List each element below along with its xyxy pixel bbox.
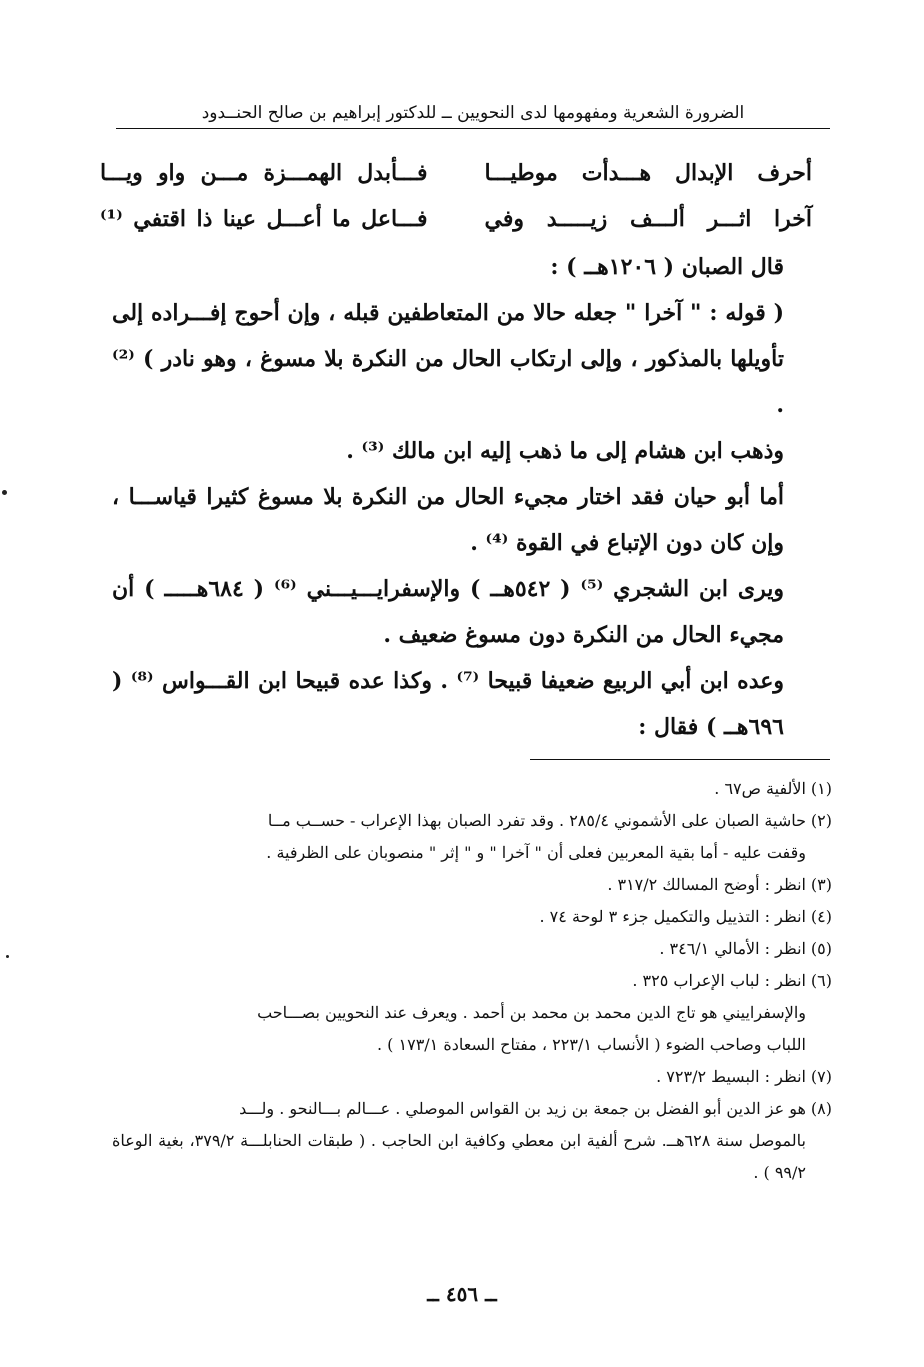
- scan-speck: [2, 490, 7, 495]
- footnote-text: انظر : الأمالي ٣٤٦/١ .: [659, 939, 806, 958]
- verse-line: [100, 196, 812, 242]
- footnote-number: (٤): [810, 907, 832, 926]
- footnote-number: (١): [810, 779, 832, 798]
- footnote-continuation: والإسفراييني هو تاج الدين محمد بن محمد بن أحمد . ويعرف عند النحويين بصـــاحب: [257, 1003, 806, 1022]
- footnote-number: (٢): [810, 811, 832, 830]
- main-text: [112, 244, 824, 750]
- paragraph: وذهب ابن هشام إلى ما ذهب إليه ابن مالك ⁽³⁾ .: [346, 438, 784, 464]
- paragraph: ( قوله : " آخرا " جعله حالا من المتعاطفين قبله ، وإن أحوج إفـــراده إلى تأويلها بالمذكور ، وإلى ارتكاب الحال من النكرة بلا مسوغ ، وهو نادر ) ⁽²⁾ .: [112, 300, 784, 418]
- footnote-number: (٥): [810, 939, 832, 958]
- footnote-continuation: بالموصل سنة ٦٢٨هــ. شرح ألفية ابن معطي وكافية ابن الحاجب . ( طبقات الحنابلـــة ٣٧٩/٢، بغية الوعاة ٩٩/٢ ) .: [112, 1131, 807, 1182]
- footnote-text: الألفية ص٦٧ .: [714, 779, 806, 798]
- page-number: ــ ٤٥٦ ــ: [427, 1282, 497, 1306]
- footnote-text: انظر : التذييل والتكميل جزء ٣ لوحة ٧٤ .: [539, 907, 806, 926]
- footnote-text: انظر : البسيط ٧٢٣/٢ .: [656, 1067, 806, 1086]
- running-header: الضرورة الشعرية ومفهومها لدى النحويين ــ للدكتور إبراهيم بن صالح الحنــدود: [116, 98, 830, 129]
- verse-left-hemistich: فـــأبدل الهمـــزة مـــن واو ويـــا: [100, 160, 428, 186]
- paragraph: قال الصبان ( ١٢٠٦هــ ) :: [550, 254, 784, 280]
- footnote-text: انظر : لباب الإعراب ٣٢٥ .: [632, 971, 806, 990]
- footnote-continuation: وقفت عليه - أما بقية المعربين فعلى أن " آخرا " و " إثر " منصوبان على الظرفية .: [266, 843, 806, 862]
- footnote-text: هو عز الدين أبو الفضل بن جمعة بن زيد بن القواس الموصلي . عـــالم بـــالنحو . ولـــد: [239, 1099, 806, 1118]
- verse-right-hemistich: أحرف الإبدال هـــدأت موطيـــا: [484, 160, 812, 186]
- footnote-number: (٣): [810, 875, 832, 894]
- footnote: [112, 933, 832, 965]
- footnote: [112, 773, 832, 805]
- footnote-number: (٦): [810, 971, 832, 990]
- footnote: [112, 1061, 832, 1093]
- footnote-number: (٨): [810, 1099, 832, 1118]
- poem-verses: [100, 150, 812, 242]
- paragraph: أما أبو حيان فقد اختار مجيء الحال من النكرة بلا مسوغ كثيرا قياســـا ، وإن كان دون الإتباع في القوة ⁽⁴⁾ .: [112, 484, 784, 556]
- footnote-text: حاشية الصبان على الأشموني ٢٨٥/٤ . وقد تفرد الصبان بهذا الإعراب - حســب مــا: [267, 811, 806, 830]
- footnote-continuation: اللباب وصاحب الضوء ( الأنساب ٢٢٣/١ ، مفتاح السعادة ١٧٣/١ ) .: [377, 1035, 806, 1054]
- verse-left-hemistich: فـــاعل ما أعـــل عينا ذا اقتفي ⁽¹⁾: [100, 206, 428, 232]
- footnote-text: انظر : أوضح المسالك ٣١٧/٢ .: [607, 875, 806, 894]
- footnote-number: (٧): [810, 1067, 832, 1086]
- paragraph: وعده ابن أبي الربيع ضعيفا قبيحا ⁽⁷⁾ . وكذا عده قبيحا ابن القـــواس ⁽⁸⁾ ( ٦٩٦هــ ) فقال :: [112, 668, 784, 740]
- footnotes: [112, 773, 832, 1189]
- verse-right-hemistich: آخرا اثـــر ألـــف زيـــــد وفي: [484, 206, 812, 232]
- scan-speck: [6, 955, 9, 958]
- footnote-separator: [530, 759, 830, 760]
- paragraph: ويرى ابن الشجري ⁽⁵⁾ ( ٥٤٢هــ ) والإسفرايـــيـــني ⁽⁶⁾ ( ٦٨٤هـــــ ) أن مجيء الحال من النكرة دون مسوغ ضعيف .: [112, 576, 785, 648]
- verse-line: [100, 150, 812, 196]
- footnote: [112, 965, 832, 997]
- footnote: [112, 805, 832, 837]
- footnote: [112, 869, 832, 901]
- footnote: [112, 901, 832, 933]
- footnote: [112, 1093, 832, 1125]
